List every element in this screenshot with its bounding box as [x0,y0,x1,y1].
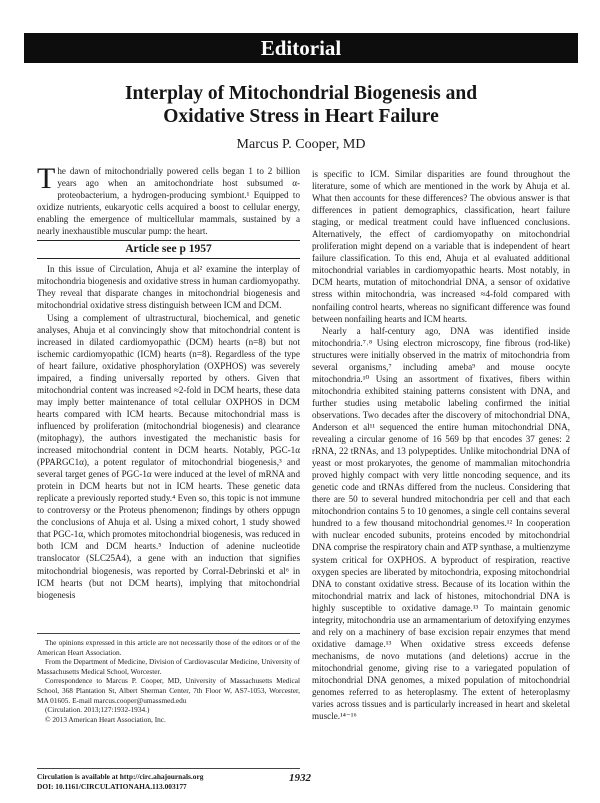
see-also-link[interactable]: Article see p 1957 [37,240,300,259]
left-column [37,162,300,601]
banner-label: Editorial [260,35,342,60]
footnote-affiliation: From the Department of Medicine, Division of Cardiovascular Medicine, University of Massachusetts Medical School, Worcester. [37,657,300,676]
doi: DOI: 10.1161/CIRCULATIONAHA.113.003177 [37,781,187,791]
title-line-1: Interplay of Mitochondrial Biogenesis and [124,83,478,104]
author-byline: Marcus P. Cooper, MD [236,137,366,152]
journal-url[interactable]: Circulation is available at http://circ.ahajournals.org [37,772,204,781]
editorial-banner [24,33,578,63]
article-title [24,82,578,128]
footnote-disclaimer: The opinions expressed in this article are not necessarily those of the editors or of the American Heart Association. [37,638,300,657]
page-number: 1932 [289,772,311,784]
body-paragraph: Nearly a half-century ago, DNA was identified inside mitochondria.⁷˒⁸ Using electron microscopy, fine fibrous (rod-like) structures were initially observed in the matrix of mitochondria from several organisms,⁷ including ameba⁹ and mouse oocyte mitochondria.¹⁰ Using an assortment of fixatives, fibers within mitochondria exhibited staining patterns consistent with DNA, and further studies using metabolic labeling confirmed the initial observations. Two decades after the discovery of mitochondrial DNA, Anderson et al¹¹ sequenced the entire human mitochondrial DNA, revealing a circular genome of 16 569 bp that encodes 37 genes: 2 rRNA, 22 tRNAs, and 13 polypeptides. Unlike mitochondrial DNA of yeast or most prokaryotes, the genome of mammalian mitochondria proved highly compact with very little noncoding sequence, and its genetic code and tRNAs differed from the nucleus. Considering that there are 50 to several hundred mitochondria per cell and that each mitochondrion contains 5 to 10 genomes, a single cell contains several hundred to a few thousand mitochondrial genomes.¹² In cooperation with nuclear encoded subunits, proteins encoded by mitochondrial DNA comprise the respiratory chain and ATP synthase, a multienzyme system critical for OXPHOS. A byproduct of respiration, reactive oxygen species are liberated by mitochondria, exposing mitochondrial DNA to constant oxidative stress. Because of its location within the mitochondrial matrix and lack of histones, mitochondrial DNA is highly susceptible to oxidative damage.¹³ To maintain genomic integrity, mitochondria use an armamentarium of detoxifying enzymes and rely on a machinery of base excision repair enzymes that mend oxidative damage.¹³ When oxidative stress exceeds defense mechanisms, de novo mutations (and deletions) accrue in the mitochondrial genome, giving rise to a variegated population of mitochondrial DNA genomes, a mixed population of mitochondrial genomes referred to as heteroplasmy. The extent of heteroplasmy varies across tissues and is particularly increased in heart and skeletal muscle.¹⁴⁻¹⁶ [312,325,570,722]
footnote-citation: (Circulation. 2013;127:1932-1934.) [45,705,150,715]
intro-text: he dawn of mitochondrially powered cells began 1 to 2 billion years ago when an amitochondriate host subsumed α-proteobacterium, a hydrogen-producing symbiont.¹ Equipped to oxidize nutrients, eukaryotic cells acquired a boost to cellular energy, enabling the emergence of multicellular mammals, sustained by a nearly inexhaustible muscular pump: the heart. [37,166,300,237]
body-paragraph: In this issue of Circulation, Ahuja et al² examine the interplay of mitochondria biogenesis and oxidative stress in human cardiomyopathy. They reveal that disparate changes in mitochondrial biogenesis and mitochondrial oxidative stress distinguish between ICM and DCM. [37,264,300,311]
right-column [312,168,570,722]
body-paragraph: Using a complement of ultrastructural, biochemical, and genetic analyses, Ahuja et al convincingly show that mitochondrial content is increased in dilated cardiomyopathic (DCM) hearts (n=8) but not ischemic cardiomyopathic (ICM) hearts (n=8). Regardless of the type of heart failure, oxidative phosphorylation (OXPHOS) was severely impaired, a finding universally reported by others. Given that mitochondrial content was increased ≈2-fold in DCM hearts, these data may imply better maintenance of total cellular OXPHOS in DCM hearts compared with ICM hearts. Because mitochondrial mass is influenced by proliferation (mitochondrial biogenesis) and clearance (mitophagy), the authors investigated the mechanistic basis for increased mitochondrial content in DCM hearts. Notably, PGC-1α (PPARGC1α), a potent regulator of mitochondrial biogenesis,³ and several target genes of PGC-1α were induced at the level of mRNA and protein in DCM hearts but not in ICM hearts. These genetic data replicate a previously reported study.⁴ Even so, this topic is not immune to controversy or the Proteus phenomenon; findings by others oppugn the conclusions of Ahuja et al. Using a mixed cohort, 1 study showed that PGC-1α, which promotes mitochondrial biogenesis, was reduced in both ICM and DCM hearts.⁵ Induction of adenine nucleotide translocator (SLC25A4), a gene with an induction that signifies mitochondrial biogenesis, was reported by Corral-Debrinski et al⁶ in ICM hearts (but not DCM hearts), implying that mitochondrial biogenesis [37,312,300,600]
footnote-correspondence: Correspondence to Marcus P. Cooper, MD, University of Massachusetts Medical School, 368 Plantation St, Albert Sherman Center, 7th Floor W, AS7-1053, Worcester, MA 01605. E-mail marcus.cooper@umassmed.edu [37,676,300,705]
intro-paragraph [37,162,300,237]
drop-cap: T [37,162,56,195]
body-paragraph: is specific to ICM. Similar disparities are found throughout the literature, some of which are mentioned in the work by Ahuja et al. What then accounts for these differences? The obvious answer is that differences in patient demographics, classification, heart failure staging, or medical treatment could have influenced conclusions. Alternatively, the effect of cardiomyopathy on mitochondrial proliferation might depend on a variable that is independent of heart failure classification. To this end, Ahuja et al evaluated additional mitochondrial variables in cardiomyopathic hearts. Most notably, in DCM hearts, mutation of mitochondrial DNA, a sensor of oxidative stress within mitochondria, was increased ≈4-fold compared with nonfailing control hearts, whereas no significant difference was found between nonfailing hearts and ICM hearts. [312,169,570,324]
title-line-2: Oxidative Stress in Heart Failure [163,106,439,127]
footnote-copyright: © 2013 American Heart Association, Inc. [45,714,166,724]
footnotes [37,633,300,724]
